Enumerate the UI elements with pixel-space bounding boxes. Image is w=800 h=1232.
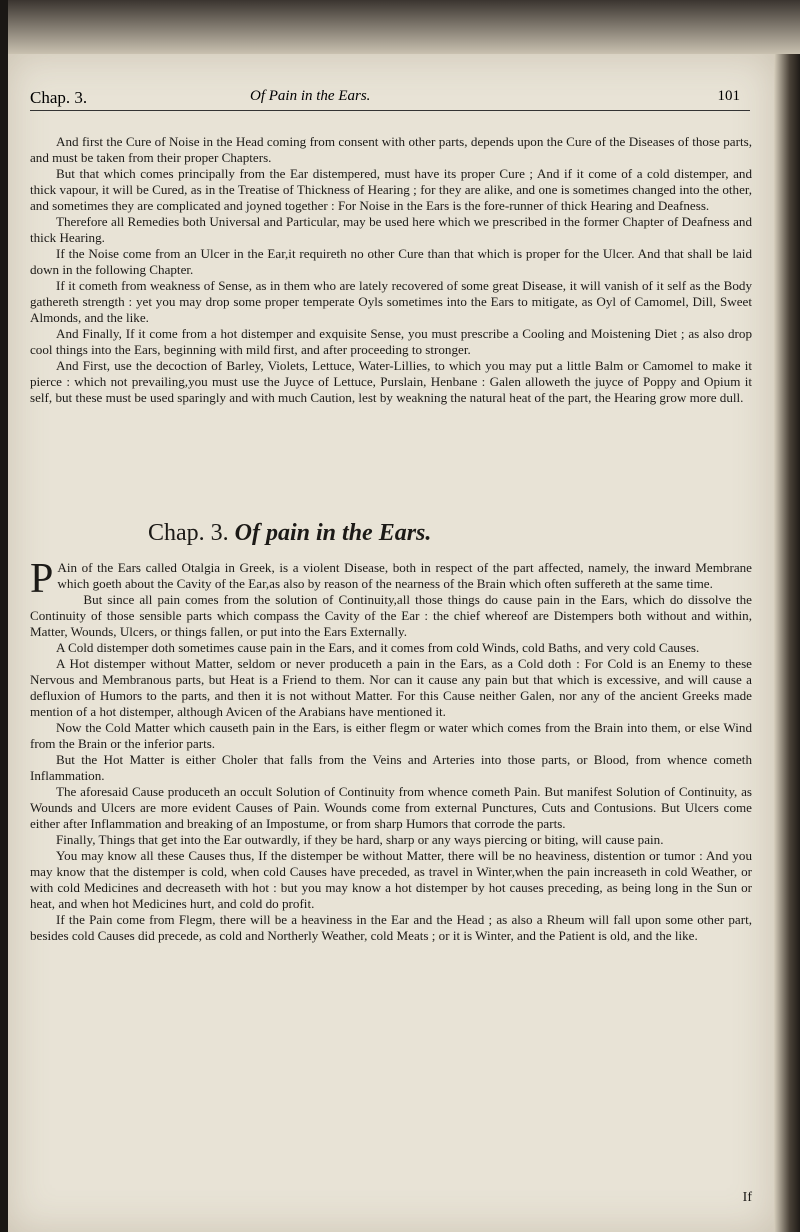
paragraph: Now the Cold Matter which causeth pain in the Ears, is either flegm or water which comes from the Brain into them, or else Wind from the Brain or the inferior parts. [30, 720, 752, 751]
scan-right-edge [774, 54, 800, 1232]
paragraph: If it cometh from weakness of Sense, as in them who are lately recovered of some great Disease, it will vanish of it self as the Body gathereth strength : yet you may drop some proper temperate Oyls sometimes into the Ears to mitigate, as Oyl of Camomel, Dill, Sweet Almonds, and the like. [30, 278, 752, 325]
paragraph: And Finally, If it come from a hot distemper and exquisite Sense, you must prescribe a Cooling and Moistening Diet ; as also drop cool things into the Ears, beginning with mild first, and after proceeding to stronger. [30, 326, 752, 357]
paragraph: A Cold distemper doth sometimes cause pain in the Ears, and it comes from cold Winds, cold Baths, and very cold Causes. [56, 640, 700, 655]
section-pain-in-ears [30, 556, 752, 944]
first-paragraph-text: Ain of the Ears called Otalgia in Greek, is a violent Disease, both in respect of the part affected, namely, the inward Membrane which goeth about the Cavity of the Ear,as also by reason of the nearness of the Brain which often suffereth at the same time. [57, 560, 752, 591]
catchword: If [742, 1190, 752, 1205]
paragraph: If the Pain come from Flegm, there will be a heaviness in the Ear and the Head ; as also a Rheum will fall upon some other part, besides cold Causes did precede, as cold and Northerly Weather, cold Meats ; or it is Winter, and the Patient is old, and the like. [30, 912, 752, 943]
paragraph: And First, use the decoction of Barley, Violets, Lettuce, Water-Lillies, to which you may put a little Balm or Camomel to make it pierce : which not prevailing,you must use the Juyce of Lettuce, Purslain, Henbane : Galen alloweth the juyce of Poppy and Opium it self, but these must be used sparingly and with much Caution, lest by weakning the natural heat of the part, the Hearing grow more dull. [30, 358, 752, 405]
chapter-heading [148, 520, 431, 547]
paragraph: If the Noise come from an Ulcer in the Ear,it requireth no other Cure than that which is proper for the Ulcer. And that shall be laid down in the following Chapter. [30, 246, 752, 277]
paragraph: The aforesaid Cause produceth an occult Solution of Continuity from whence cometh Pain. But manifest Solution of Continuity, as Wounds and Ulcers are more evident Causes of Pain. Wounds come from external Punctures, Cuts and Contusions. But Ulcers come either after Inflammation and breaking of an Impostume, or from sharp Humors that corrode the parts. [30, 784, 752, 831]
paragraph: A Hot distemper without Matter, seldom or never produceth a pain in the Ears, as a Cold doth : For Cold is an Enemy to these Nervous and Membranous parts, but Heat is a Friend to them. Nor can it cause any pain but that which is excessive, and will cause a defluxion of Humors to the parts, and then it is not without Matter. For this Cause neither Galen, nor any of the ancient Greeks made mention of a hot distemper, although Avicen of the Arabians have mentioned it. [30, 656, 752, 719]
page-number: 101 [717, 88, 740, 104]
paragraph: But that which comes principally from the Ear distempered, must have its proper Cure ; And if it come of a cold distemper, and thick vapour, it will be Cured, as in the Treatise of Thickness of Hearing ; for they are alike, and one is sometimes changed into the other, and sometimes they are complicated and joyned together : For Noise in the Ears is the fore-runner of thick Hearing and Deafness. [30, 166, 752, 213]
chapter-title: Of pain in the Ears. [234, 520, 432, 546]
chapter-number: Chap. 3. [148, 520, 229, 546]
running-header [30, 86, 750, 111]
paragraph: You may know all these Causes thus, If the distemper be without Matter, there will be no heaviness, distention or tumor : And you may know that the distemper is cold, when cold Causes have preceded, as travel in Winter,when the pain increaseth in cold Weather, or with cold Medicines and decreaseth with hot : but you may know a hot distemper by hot causes preceding, as being long in the Sun or heat, and when hot Medicines hurt, and cold do profit. [30, 848, 752, 911]
header-chapter: Chap. 3. [30, 88, 88, 107]
drop-cap: P [30, 556, 54, 602]
paragraph: And first the Cure of Noise in the Head coming from consent with other parts, depends upon the Cure of the Diseases of those parts, and must be taken from their proper Chapters. [30, 134, 752, 165]
paragraph: But since all pain comes from the solution of Continuity,all those things do cause pain in the Ears, which do dissolve the Continuity of those sensible parts which compass the Cavity of the Ear : the chief whereof are Distempers both without and within, Matter, Wounds, Ulcers, or things fallen, or put into the Ears Externally. [30, 592, 752, 639]
section-noise-cure [30, 134, 752, 406]
scan-left-edge [0, 0, 8, 1232]
paragraph: But the Hot Matter is either Choler that falls from the Veins and Arteries into those parts, or Blood, from whence cometh Inflammation. [30, 752, 752, 783]
header-running-title: Of Pain in the Ears. [250, 88, 371, 104]
paragraph: Finally, Things that get into the Ear outwardly, if they be hard, sharp or any ways piercing or biting, will cause pain. [56, 832, 664, 847]
scan-top-strip [0, 0, 800, 54]
paragraph-first [30, 556, 752, 602]
paragraph: Therefore all Remedies both Universal and Particular, may be used here which we prescribed in the former Chapter of Deafness and thick Hearing. [30, 214, 752, 245]
